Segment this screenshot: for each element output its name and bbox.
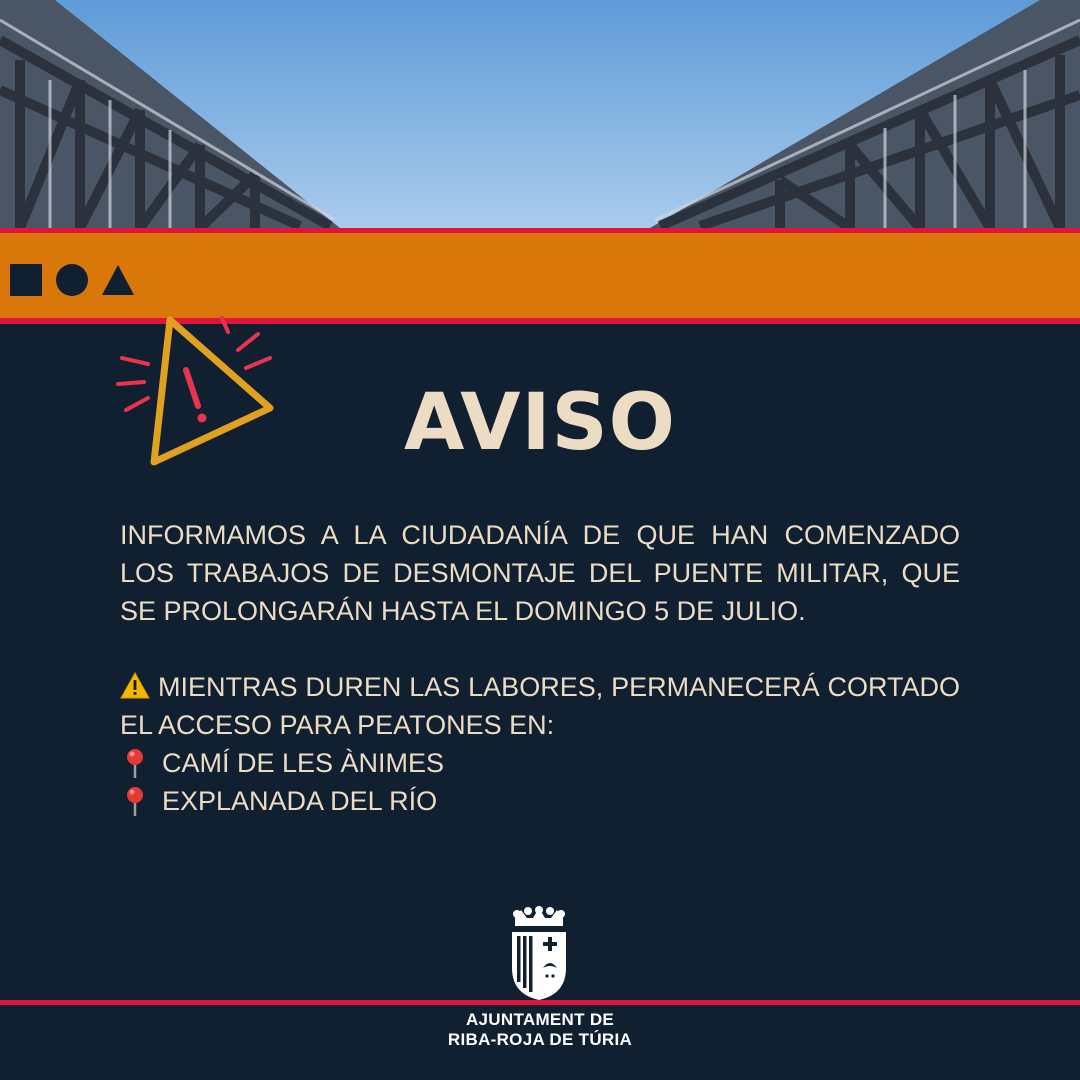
location-item	[120, 782, 960, 820]
triangle-icon	[102, 265, 134, 295]
location-pin-icon	[120, 785, 150, 817]
location-text: EXPLANADA DEL RÍO	[162, 786, 438, 816]
header-photo	[0, 0, 1080, 228]
footer-organization-name	[0, 1010, 1080, 1050]
title-text: AVISO	[404, 378, 676, 468]
notice-paragraph-2-text: MIENTRAS DUREN LAS LABORES, PERMANECERÁ CORTADO EL ACCESO PARA PEATONES EN:	[120, 672, 960, 740]
orange-band	[0, 233, 1080, 318]
page-title	[0, 378, 1080, 468]
shapes-row	[10, 264, 134, 296]
footer-stripe	[0, 1000, 1080, 1005]
square-icon	[10, 264, 42, 296]
footer-line-1: AJUNTAMENT DE	[465, 1010, 615, 1029]
footer-line-2: RIBA-ROJA DE TÚRIA	[447, 1030, 633, 1049]
location-pin-icon	[120, 747, 150, 779]
notice-paragraph-2	[120, 668, 960, 744]
notice-body	[120, 516, 960, 820]
warning-emoji-icon	[120, 672, 150, 699]
notice-paragraph-1: INFORMAMOS A LA CIUDADANÍA DE QUE HAN COMENZADO LOS TRABAJOS DE DESMONTAJE DEL PUENTE MILITAR, QUE SE PROLONGARÁN HASTA EL DOMINGO 5 DE JULIO.	[120, 520, 960, 626]
crest-logo	[509, 906, 569, 1002]
circle-icon	[56, 264, 88, 296]
location-text: CAMÍ DE LES ÀNIMES	[162, 748, 445, 778]
location-item	[120, 744, 960, 782]
